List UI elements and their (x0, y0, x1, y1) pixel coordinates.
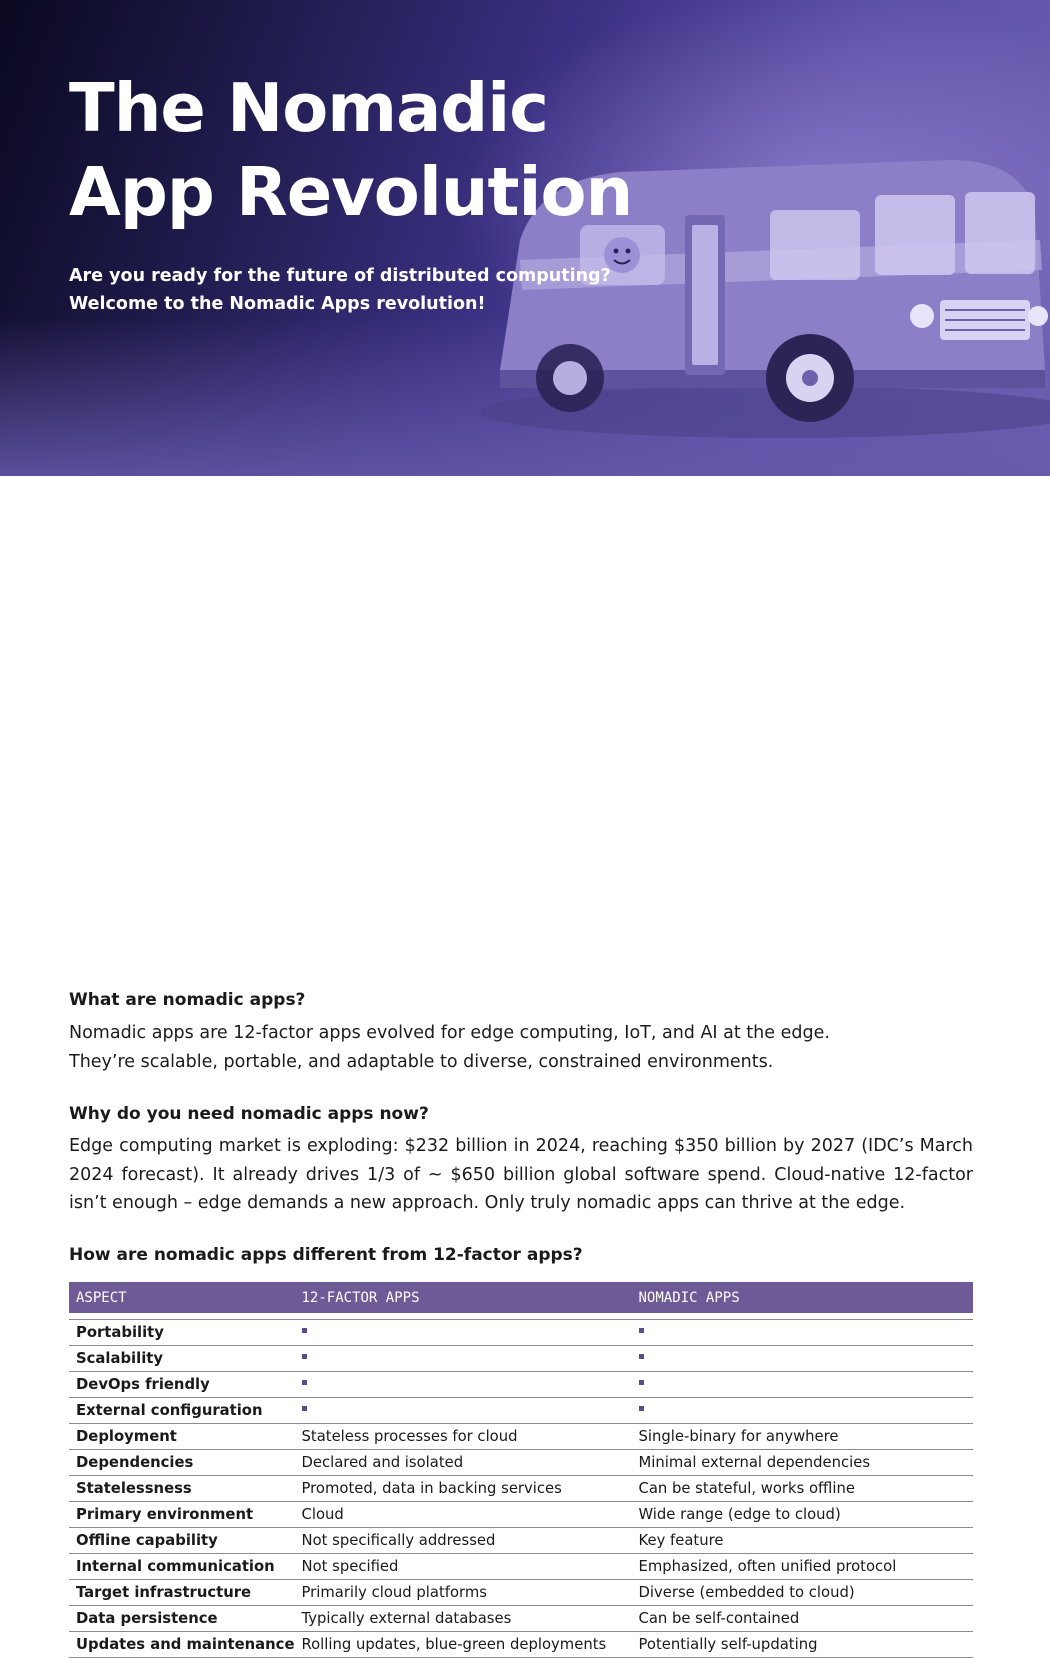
section-heading-why: Why do you need nomadic apps now? (69, 1104, 429, 1124)
cell-12-factor: Promoted, data in backing services (295, 1476, 632, 1502)
hero-subtitle (69, 262, 611, 318)
hero-banner (0, 0, 1050, 476)
subtitle-line-2: Welcome to the Nomadic Apps revolution! (69, 294, 486, 314)
section-text-why: Edge computing market is exploding: $232 billion in 2024, reaching $350 billion by 2027 (IDC’s March 2024 forecast). It already drives 1/3 of ~ $650 billion global software spend. Cloud-native 12-factor isn’t enough – edge demands a new approach. Only truly nomadic apps can thrive at the edge. (69, 1136, 973, 1213)
subtitle-line-1: Are you ready for the future of distributed computing? (69, 266, 611, 286)
cell-aspect: Data persistence (69, 1606, 295, 1632)
cell-nomadic (632, 1398, 974, 1424)
table-row (69, 1606, 973, 1632)
section-heading-how: How are nomadic apps different from 12-factor apps? (69, 1245, 583, 1265)
cell-nomadic (632, 1372, 974, 1398)
cell-nomadic (632, 1346, 974, 1372)
cell-12-factor (295, 1372, 632, 1398)
cell-nomadic: Wide range (edge to cloud) (632, 1502, 974, 1528)
title-line-2: App Revolution (69, 153, 633, 231)
table-row (69, 1554, 973, 1580)
check-bullet-icon (302, 1328, 307, 1333)
section-text-what (69, 1019, 979, 1076)
header-nomadic: NOMADIC APPS (632, 1282, 974, 1316)
cell-aspect: Portability (69, 1320, 295, 1346)
cell-aspect: Offline capability (69, 1528, 295, 1554)
table-row (69, 1372, 973, 1398)
section-heading-what: What are nomadic apps? (69, 990, 306, 1010)
cell-12-factor: Not specified (295, 1554, 632, 1580)
table-row (69, 1320, 973, 1346)
check-bullet-icon (639, 1354, 644, 1359)
cell-12-factor (295, 1398, 632, 1424)
table-row (69, 1424, 973, 1450)
cell-aspect: Dependencies (69, 1450, 295, 1476)
cell-nomadic: Can be stateful, works offline (632, 1476, 974, 1502)
table-header-row (69, 1282, 973, 1316)
cell-nomadic: Single-binary for anywhere (632, 1424, 974, 1450)
table-row (69, 1502, 973, 1528)
page-title (69, 66, 632, 234)
check-bullet-icon (302, 1354, 307, 1359)
title-line-1: The Nomadic (69, 69, 548, 147)
header-12-factor: 12-FACTOR APPS (295, 1282, 632, 1316)
check-bullet-icon (302, 1380, 307, 1385)
cell-12-factor: Cloud (295, 1502, 632, 1528)
cell-aspect: Updates and maintenance (69, 1632, 295, 1658)
cell-aspect: Scalability (69, 1346, 295, 1372)
cell-aspect: Target infrastructure (69, 1580, 295, 1606)
table-row (69, 1450, 973, 1476)
cell-12-factor: Not specifically addressed (295, 1528, 632, 1554)
header-aspect: ASPECT (69, 1282, 295, 1316)
cell-12-factor (295, 1320, 632, 1346)
cell-aspect: External configuration (69, 1398, 295, 1424)
cell-aspect: Statelessness (69, 1476, 295, 1502)
cell-12-factor: Stateless processes for cloud (295, 1424, 632, 1450)
cell-aspect: Internal communication (69, 1554, 295, 1580)
cell-nomadic: Minimal external dependencies (632, 1450, 974, 1476)
table-row (69, 1528, 973, 1554)
cell-12-factor: Declared and isolated (295, 1450, 632, 1476)
check-bullet-icon (639, 1406, 644, 1411)
cell-nomadic: Can be self-contained (632, 1606, 974, 1632)
cell-12-factor (295, 1346, 632, 1372)
table-row (69, 1632, 973, 1658)
check-bullet-icon (639, 1328, 644, 1333)
cell-aspect: DevOps friendly (69, 1372, 295, 1398)
cell-nomadic: Diverse (embedded to cloud) (632, 1580, 974, 1606)
cell-aspect: Deployment (69, 1424, 295, 1450)
check-bullet-icon (302, 1406, 307, 1411)
cell-aspect: Primary environment (69, 1502, 295, 1528)
cell-nomadic: Emphasized, often unified protocol (632, 1554, 974, 1580)
check-bullet-icon (639, 1380, 644, 1385)
what-line-2: They’re scalable, portable, and adaptable to diverse, constrained environments. (69, 1051, 774, 1072)
cell-12-factor: Typically external databases (295, 1606, 632, 1632)
table-row (69, 1346, 973, 1372)
cell-12-factor: Primarily cloud platforms (295, 1580, 632, 1606)
table-row (69, 1580, 973, 1606)
cell-nomadic (632, 1320, 974, 1346)
cell-nomadic: Potentially self-updating (632, 1632, 974, 1658)
cell-12-factor: Rolling updates, blue-green deployments (295, 1632, 632, 1658)
what-line-1: Nomadic apps are 12-factor apps evolved for edge computing, IoT, and AI at the edge. (69, 1023, 830, 1043)
cell-nomadic: Key feature (632, 1528, 974, 1554)
table-row (69, 1398, 973, 1424)
comparison-table (69, 1282, 973, 1658)
table-row (69, 1476, 973, 1502)
